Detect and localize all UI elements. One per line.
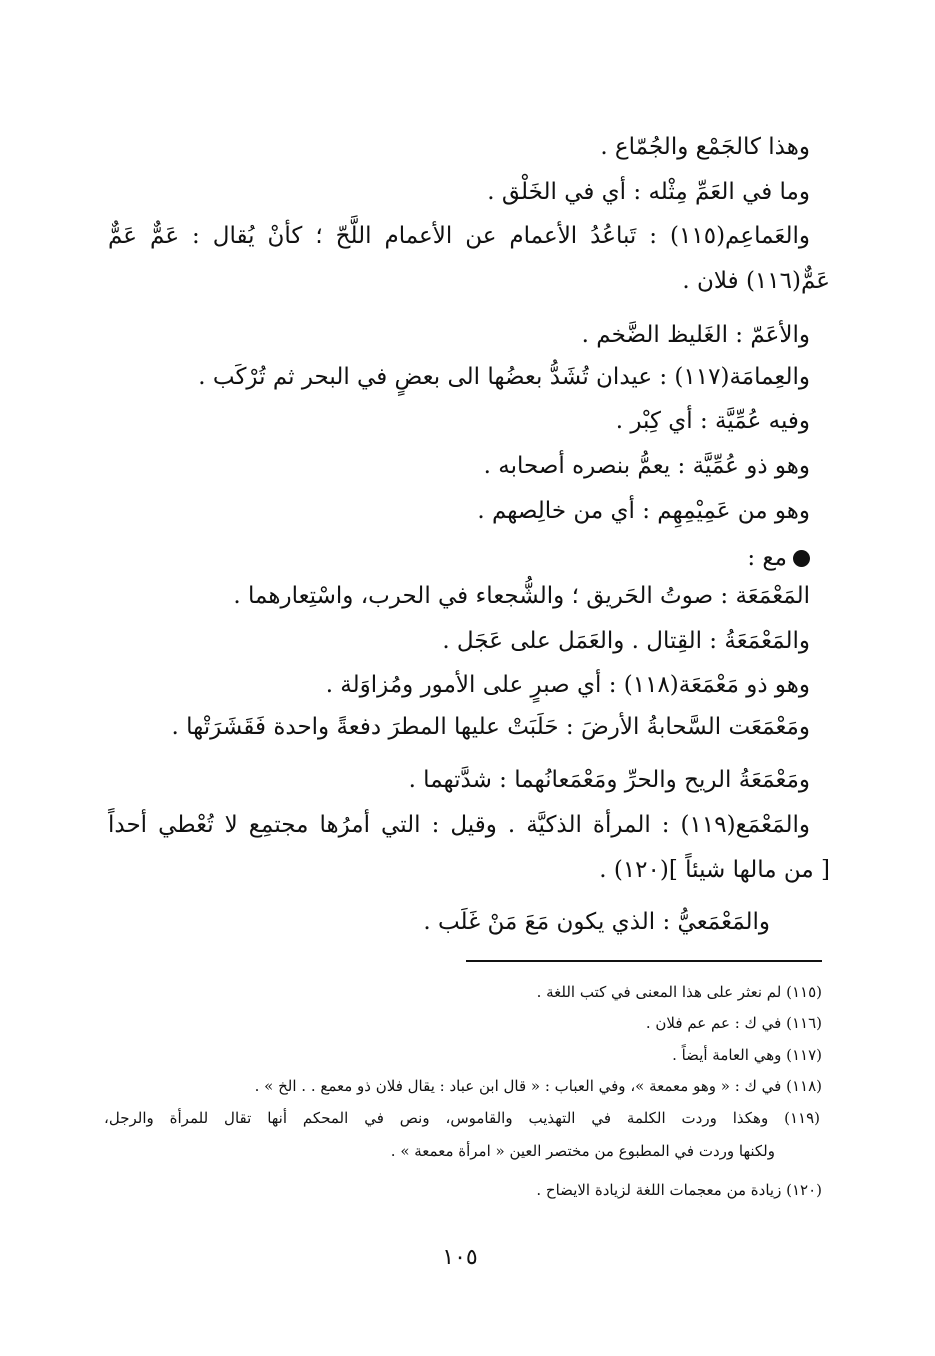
body-line: ومَعْمَعَةُ الريح والحرِّ ومَعْمَعانُهما : شدَّتهما .: [408, 767, 810, 793]
footnote-divider: [466, 960, 822, 962]
body-line: والمَعْمَعَةُ : القِتال . والعَمَل على عَجَل .: [442, 628, 810, 654]
footnote: (١١٧) وهي العامة أيضاً .: [672, 1046, 822, 1064]
section-heading-text: مع :: [747, 545, 787, 571]
body-line: والعِمامَة(١١٧) : عيدان تُشَدُّ بعضُها الى بعضٍ في البحر ثم تُرْكَب .: [198, 364, 810, 390]
body-line: وفيه عُمِّيَّة : أي كِبْر .: [615, 408, 810, 434]
bullet-icon: [793, 550, 810, 567]
body-line: المَعْمَعَة : صوتُ الحَريق ؛ والشُّجعاء في الحرب، واسْتِعارهما .: [233, 583, 810, 609]
page-number: ١٠٥: [442, 1245, 478, 1270]
body-line: وهذا كالجَمْع والجُمّاع .: [600, 134, 810, 160]
section-heading: [747, 541, 810, 575]
body-line: عَمٌّ(١١٦) فلان .: [682, 268, 830, 294]
footnote: (١١٨) في ك : « وهو معمعة »، وفي العباب : « قال ابن عباد : يقال فلان ذو معمع . . الخ » .: [254, 1077, 822, 1095]
body-line: وهو ذو مَعْمَعَة(١١٨) : أي صبرٍ على الأمور ومُزاوَلة .: [325, 672, 810, 698]
footnote: (١٢٠) زيادة من معجمات اللغة لزيادة الايضاح .: [536, 1181, 822, 1199]
body-line: وما في العَمِّ مِثْله : أي في الخَلْق .: [487, 179, 810, 205]
footnote-continuation: ولكنها وردت في المطبوع من مختصر العين « امرأة معمعة » .: [390, 1142, 775, 1160]
body-line: وهو من عَمِيْمِهِم : أي من خالِصهم .: [477, 498, 810, 524]
footnote: (١١٥) لم نعثر على هذا المعنى في كتب اللغة .: [536, 983, 822, 1001]
body-line: [ من مالها شيئاً ](١٢٠) .: [599, 857, 830, 883]
body-line: والعَماعِم(١١٥) : تَباعُدُ الأعمام عن الأعمام اللَّحّ ؛ كأنْ يُقال : عَمٌّ عَمٌّ: [108, 223, 810, 249]
body-line: والأعَمّ : الغَليظ الضَّخم .: [581, 322, 810, 348]
body-line: وهو ذو عُمِّيَّة : يعمُّ بنصره أصحابه .: [483, 453, 810, 479]
body-line: ومَعْمَعَت السَّحابةُ الأرضَ : حَلَبَتْ عليها المطرَ دفعةً واحدة فَقَشَرَتْها .: [171, 714, 810, 740]
footnote: (١١٦) في ك : عم عم فلان .: [645, 1014, 822, 1032]
body-line: والمَعْمَع(١١٩) : المرأة الذكيَّة . وقيل : التي أمرُها مجتمِع لا تُعْطي أحداً: [108, 812, 810, 838]
footnote: (١١٩) وهكذا وردت الكلمة في التهذيب والقاموس، ونص في المحكم أنها تقال للمرأة والرجل،: [104, 1109, 820, 1127]
body-line: والمَعْمَعيُّ : الذي يكون مَعَ مَنْ غَلَب .: [423, 909, 770, 935]
